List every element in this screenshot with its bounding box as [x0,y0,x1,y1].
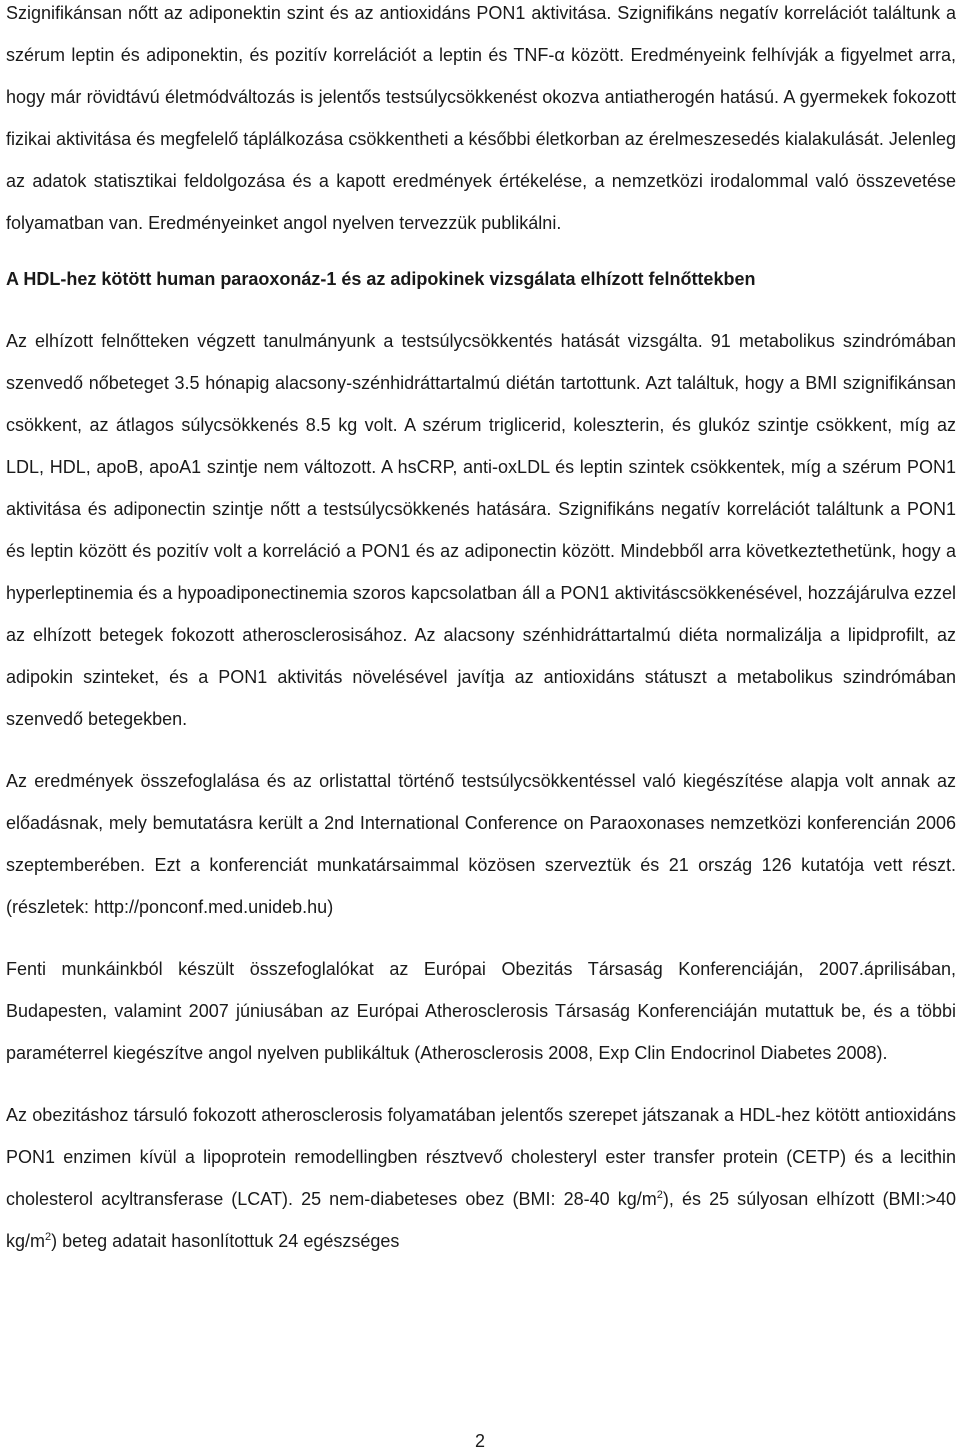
paragraph-text-part: ) beteg adatait hasonlítottuk 24 egészséges [51,1231,400,1251]
paragraph-conference: Az eredmények összefoglalása és az orlistattal történő testsúlycsökkentéssel való kiegészítése alapja volt annak az előadásnak, mely bemutatásra került a 2nd International Conference on Paraoxonases nemzetközi konferencián 2006 szeptemberében. Ezt a konferenciát munkatársaimmal közösen szerveztük és 21 ország 126 kutatója vett részt. (részletek: http://ponconf.med.unideb.hu) [6,771,956,917]
superscript: 2 [45,1231,52,1243]
superscript: 2 [656,1189,663,1201]
paragraph-adult-study: Az elhízott felnőtteken végzett tanulmányunk a testsúlycsökkentés hatását vizsgálta. 91 metabolikus szindrómában szenvedő nőbeteget 3.5 hónapig alacsony-szénhidráttartalmú diétán tartottunk. Azt találtuk, hogy a BMI szignifikánsan csökkent, az átlagos súlycsökkenés 8.5 kg volt. A szérum triglicerid, koleszterin, és glukóz szintje csökkent, míg az LDL, HDL, apoB, apoA1 szintje nem változott. A hsCRP, anti-oxLDL és leptin szintek csökkentek, míg a szérum PON1 aktivitása és adiponectin szintje nőtt a testsúlycsökkenés hatására. Szignifikáns negatív korrelációt találtunk a PON1 és leptin között és pozitív volt a korreláció a PON1 és az adiponectin között. Mindebből arra következtethetünk, hogy a hyperleptinemia és a hypoadiponectinemia szoros kapcsolatban áll a PON1 aktivitáscsökkenésével, hozzájárulva ezzel az elhízott betegek fokozott atherosclerosisához. Az alacsony szénhidráttartalmú diéta normalizálja a lipidprofilt, az adipokin szinteket, és a PON1 aktivitás növelésével javítja az antioxidáns státuszt a metabolikus szindrómában szenvedő betegekben. [6,331,956,729]
document-page [6,0,956,1262]
paragraph-results-children: Szignifikánsan nőtt az adiponektin szint és az antioxidáns PON1 aktivitása. Szignifikáns negatív korrelációt találtunk a szérum leptin és adiponektin, és pozitív korrelációt a leptin és TNF-α között. Eredményeink felhívják a figyelmet arra, hogy már rövidtávú életmódváltozás is jelentős testsúlycsökkenést okozva antiatherogén hatású. A gyermekek fokozott fizikai aktivitása és megfelelő táplálkozása csökkentheti a későbbi életkorban az érelmeszesedés kialakulását. Jelenleg az adatok statisztikai feldolgozása és a kapott eredmények értékelése, a nemzetközi irodalommal való összevetése folyamatban van. Eredményeinket angol nyelven tervezzük publikálni. [6,3,956,233]
section-heading: A HDL-hez kötött human paraoxonáz-1 és az adipokinek vizsgálata elhízott felnőttekben [6,269,756,289]
page-number: 2 [474,1431,485,1451]
paragraph-text-part: Az obezitáshoz társuló fokozott atherosclerosis folyamatában jelentős szerepet játszanak a HDL-hez kötött antioxidáns PON1 enzimen kívül a lipoprotein remodellingben résztvevő cholesteryl ester transfer protein (CETP) és a lecithin cholesterol acyltransferase (LCAT). 25 nem-diabeteses obez (BMI: 28-40 kg/m [6,1105,956,1209]
paragraph-publications: Fenti munkáinkból készült összefoglalókat az Európai Obezitás Társaság Konferenciáján, 2007.áprilisában, Budapesten, valamint 2007 júniusában az Európai Atherosclerosis Társaság Konferenciáján mutattuk be, és a többi paraméterrel kiegészítve angol nyelven publikáltuk (Atherosclerosis 2008, Exp Clin Endocrinol Diabetes 2008). [6,959,956,1063]
paragraph-cetp-lcat [6,1094,956,1262]
paragraph-text-part: ), és 25 súlyosan elhízott (BMI:>40 kg/m [6,1189,956,1251]
